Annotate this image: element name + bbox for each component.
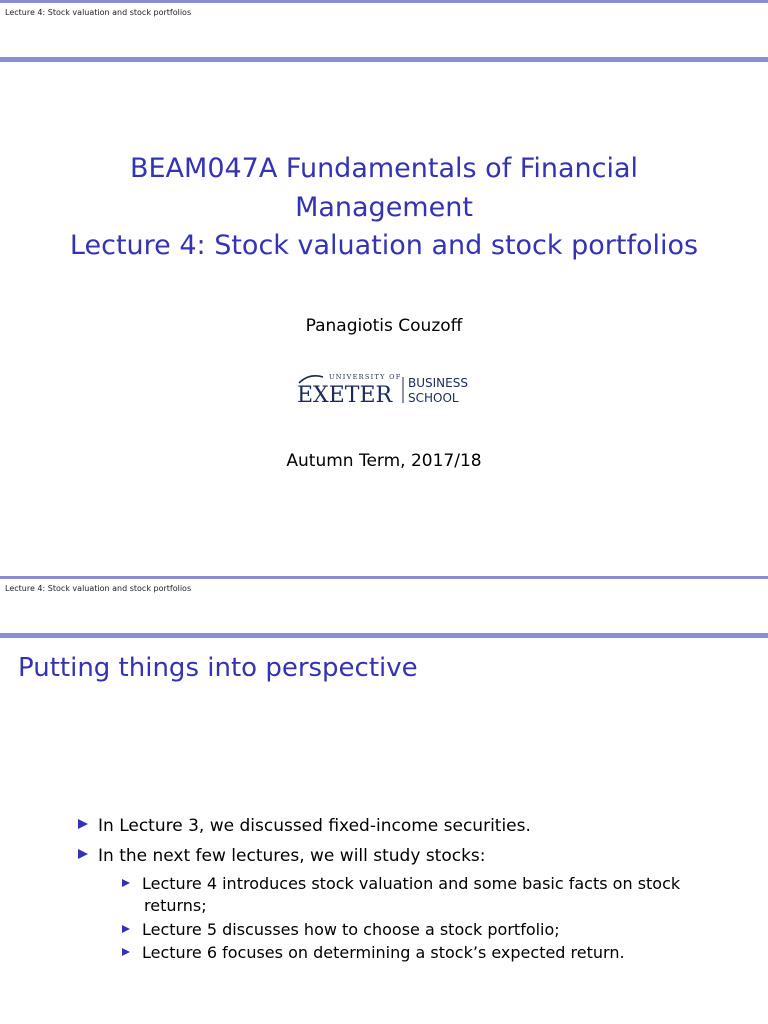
triangle-bullet-icon [122, 948, 130, 956]
title-line-2: Management [295, 191, 473, 223]
triangle-bullet-icon [122, 879, 130, 887]
logo-exeter: EXETER [297, 383, 393, 407]
sub-bullet-item-2: Lecture 5 discusses how to choose a stock portfolio; [122, 920, 560, 939]
header-lecture-title: Lecture 4: Stock valuation and stock portfolios [5, 8, 192, 17]
logo-business: BUSINESS [408, 376, 468, 390]
sub-bullet-item-1: Lecture 4 introduces stock valuation and some basic facts on stock [122, 874, 680, 893]
term-date: Autumn Term, 2017/18 [286, 451, 482, 471]
logo-swoosh-icon [299, 376, 323, 383]
triangle-bullet-icon [78, 849, 88, 859]
title-line-3: Lecture 4: Stock valuation and stock portfolios [69, 230, 699, 261]
presentation-title [0, 150, 768, 266]
slide2-title: Putting things into perspective [18, 653, 418, 683]
author-name: Panagiotis Couzoff [305, 316, 463, 336]
triangle-bullet-icon [122, 925, 130, 933]
bullet-item-2: In the next few lectures, we will study stocks: [78, 846, 486, 866]
triangle-bullet-icon [78, 819, 88, 829]
bullet-item-1: In Lecture 3, we discussed fixed-income securities. [78, 816, 531, 836]
exeter-business-school-logo [293, 371, 478, 407]
sub-bullet-item-1-continued: returns; [144, 896, 207, 915]
sub-bullet-item-3: Lecture 6 focuses on determining a stock’s expected return. [122, 943, 625, 962]
slide2-header-lecture-title: Lecture 4: Stock valuation and stock portfolios [5, 584, 192, 593]
header-top-bar [0, 0, 768, 3]
title-line-1: BEAM047A Fundamentals of Financial [129, 153, 639, 184]
logo-university-of: UNIVERSITY OF [329, 373, 402, 381]
slide2-header-top-bar [0, 576, 768, 579]
logo-school: SCHOOL [408, 391, 459, 405]
slide2-header-bottom-bar [0, 633, 768, 638]
header-bottom-bar [0, 57, 768, 62]
